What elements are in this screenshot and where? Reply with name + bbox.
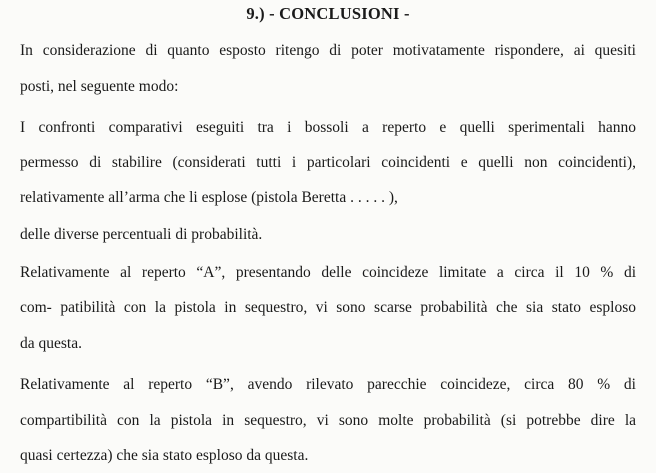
paragraph-line: permesso di stabilire (considerati tutti i particolari coincidenti e quelli non coincidenti), bbox=[20, 154, 636, 171]
paragraph-line: delle diverse percentuali di probabilità. bbox=[20, 226, 263, 243]
paragraph-line: da questa. bbox=[20, 335, 82, 352]
paragraph-line: Relativamente al reperto “A”, presentando delle coincideze limitate a circa il 10 % di bbox=[20, 264, 636, 281]
paragraph-line: quasi certezza) che sia stato esploso da questa. bbox=[20, 447, 309, 464]
paragraph-line: Relativamente al reperto “B”, avendo rilevato parecchie coincideze, circa 80 % di bbox=[20, 376, 636, 393]
section-heading: 9.) - CONCLUSIONI - bbox=[246, 4, 410, 23]
paragraph-line: In considerazione di quanto esposto ritengo di poter motivatamente rispondere, ai quesiti bbox=[20, 42, 636, 59]
paragraph-line: com- patibilità con la pistola in sequestro, vi sono scarse probabilità che sia stato esploso bbox=[20, 299, 636, 316]
paragraph-line: relativamente all’arma che li esplose (pistola Beretta . . . . . ), bbox=[20, 189, 398, 206]
paragraph-line: posti, nel seguente modo: bbox=[20, 78, 179, 95]
paragraph-line: I confronti comparativi eseguiti tra i bossoli a reperto e quelli sperimentali hanno bbox=[20, 119, 636, 136]
paragraph-line: compartibilità con la pistola in sequestro, vi sono molte probabilità (si potrebbe dire la bbox=[20, 412, 636, 429]
